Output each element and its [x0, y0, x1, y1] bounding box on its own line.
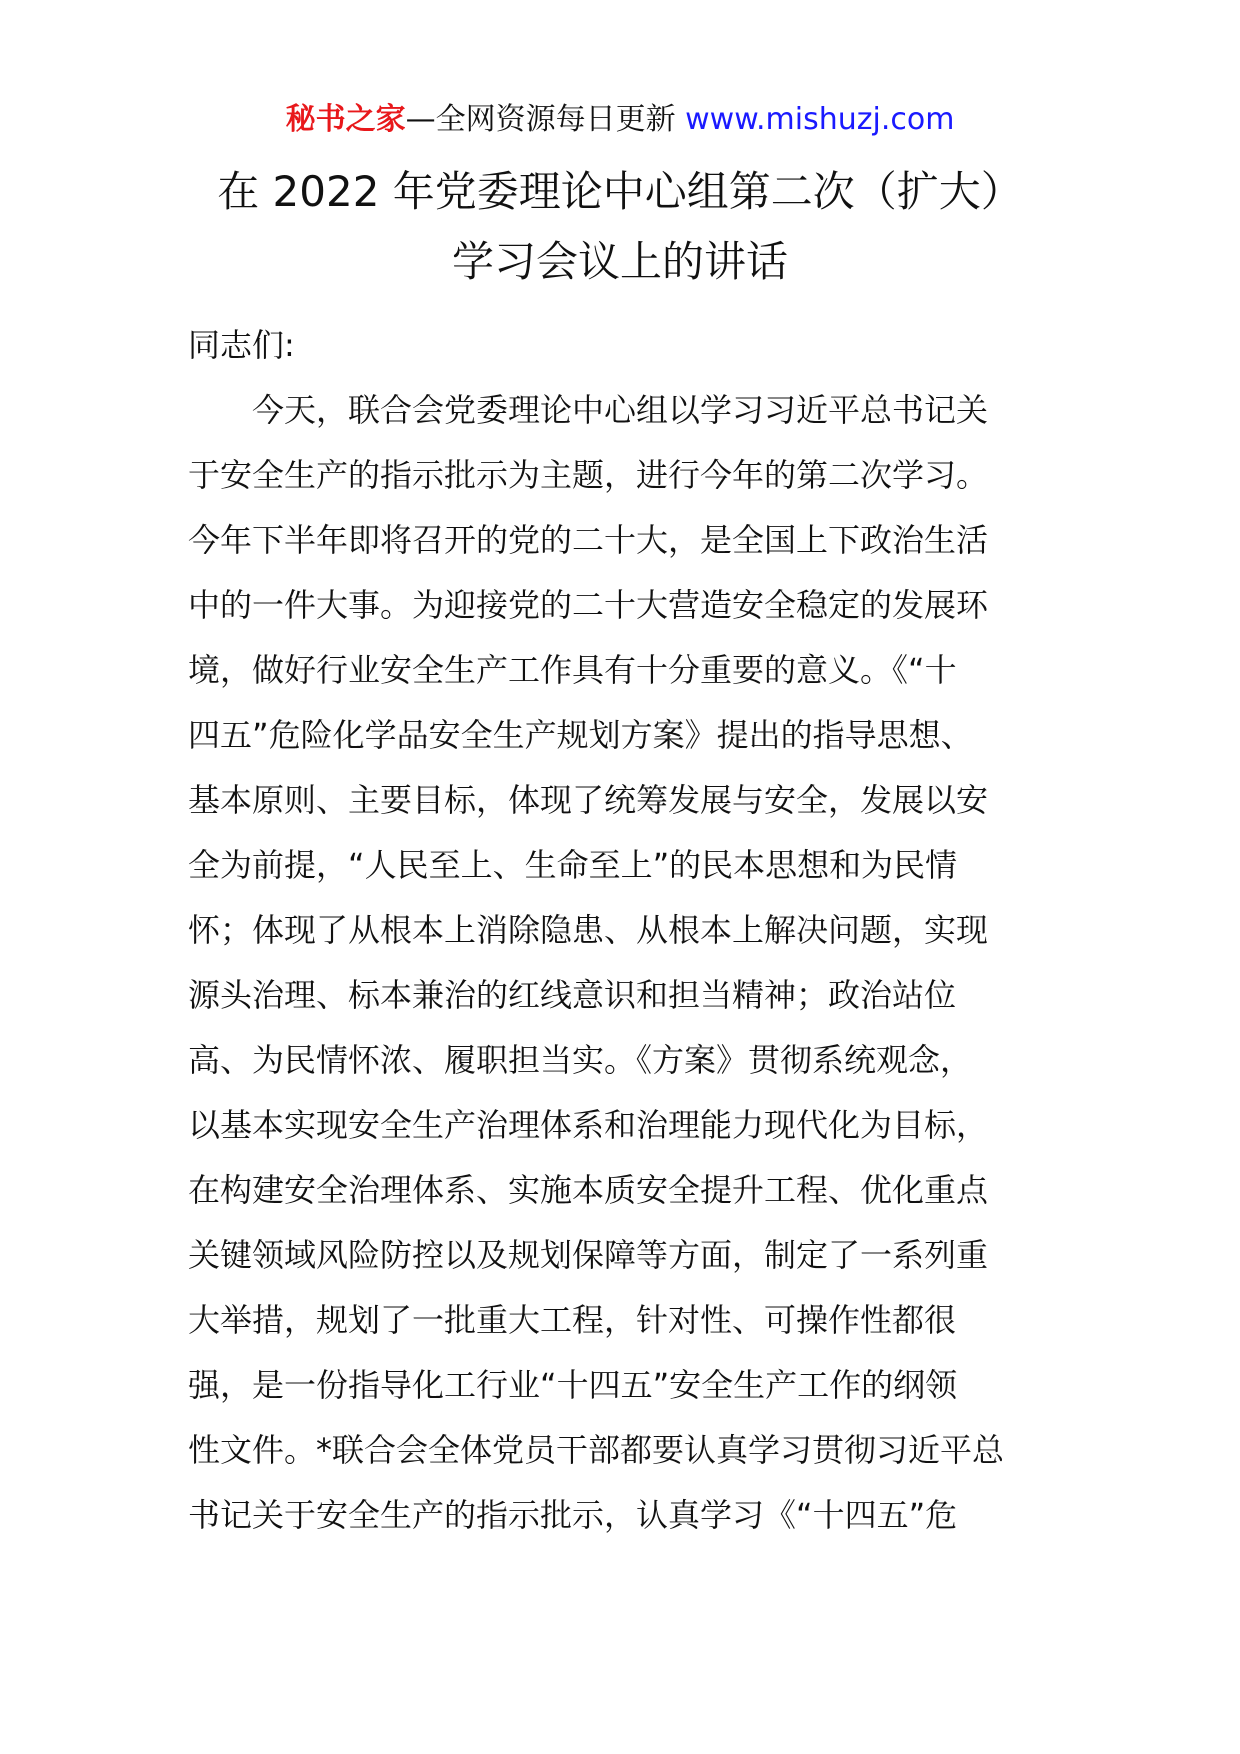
body-line: 今年下半年即将召开的党的二十大，是全国上下政治生活	[188, 521, 989, 559]
salutation: 同志们:	[188, 326, 295, 364]
body-line: 今天，联合会党委理论中心组以学习习近平总书记关	[252, 391, 989, 429]
body-line: 四五”危险化学品安全生产规划方案》提出的指导思想、	[188, 716, 973, 754]
body-line: 全为前提，“人民至上、生命至上”的民本思想和为民情	[188, 846, 958, 884]
body-line: 基本原则、主要目标，体现了统筹发展与安全，发展以安	[188, 781, 989, 819]
body-line: 以基本实现安全生产治理体系和治理能力现代化为目标，	[188, 1106, 989, 1144]
body-line: 强，是一份指导化工行业“十四五”安全生产工作的纲领	[188, 1366, 958, 1404]
document-body	[188, 313, 1068, 1548]
body-line: 怀；体现了从根本上消除隐患、从根本上解决问题，实现	[188, 911, 989, 949]
body-line: 性文件。*联合会全体党员干部都要认真学习贯彻习近平总	[188, 1431, 1005, 1469]
body-line: 中的一件大事。为迎接党的二十大营造安全稳定的发展环	[188, 586, 989, 624]
document-title-line-1: 在 2022 年党委理论中心组第二次（扩大）	[217, 167, 1023, 216]
document-title-line-2: 学习会议上的讲话	[451, 237, 788, 286]
body-line: 大举措，规划了一批重大工程，针对性、可操作性都很	[188, 1301, 957, 1339]
body-line: 于安全生产的指示批示为主题，进行今年的第二次学习。	[188, 456, 989, 494]
site-banner	[0, 100, 1240, 140]
brand-name: 秘书之家	[285, 102, 406, 137]
body-line: 境，做好行业安全生产工作具有十分重要的意义。《“十	[188, 651, 957, 689]
body-line: 书记关于安全生产的指示批示，认真学习《“十四五”危	[188, 1496, 958, 1534]
body-line: 在构建安全治理体系、实施本质安全提升工程、优化重点	[188, 1171, 989, 1209]
body-line: 关键领域风险防控以及规划保障等方面，制定了一系列重	[188, 1236, 989, 1274]
body-line: 源头治理、标本兼治的红线意识和担当精神；政治站位	[188, 976, 957, 1014]
banner-tagline: —全网资源每日更新	[405, 102, 686, 137]
site-url-link[interactable]: www.mishuzj.com	[685, 102, 955, 137]
body-line: 高、为民情怀浓、履职担当实。《方案》贯彻系统观念，	[188, 1041, 973, 1079]
